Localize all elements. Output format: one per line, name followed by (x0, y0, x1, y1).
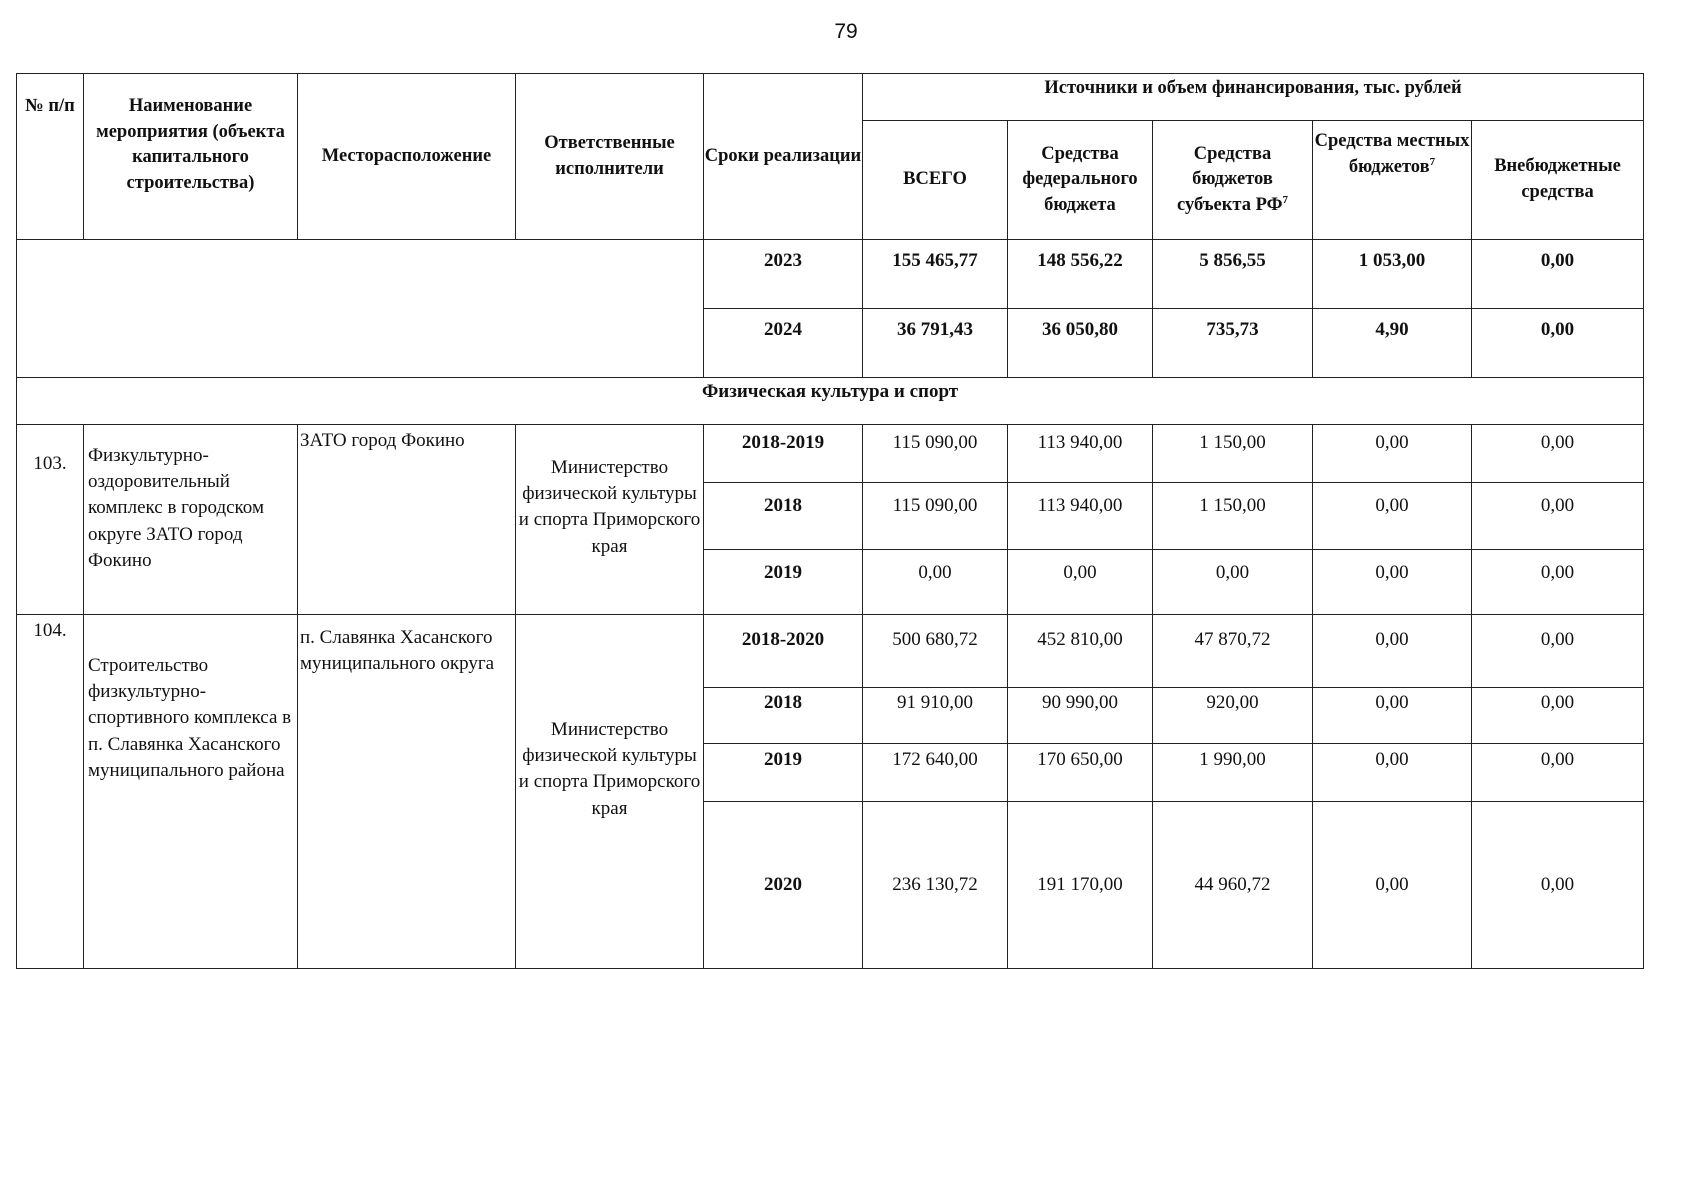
local-cell: 0,00 (1313, 550, 1472, 615)
footnote-mark: 7 (1282, 193, 1288, 206)
extra-cell: 0,00 (1472, 309, 1644, 378)
federal-cell: 452 810,00 (1008, 615, 1153, 688)
extra-cell: 0,00 (1472, 688, 1644, 744)
extra-cell: 0,00 (1472, 425, 1644, 483)
local-cell: 0,00 (1313, 688, 1472, 744)
col-header-federal: Средства федерального бюджета (1008, 121, 1153, 240)
total-cell: 500 680,72 (863, 615, 1008, 688)
regional-cell: 1 150,00 (1153, 425, 1313, 483)
total-cell: 115 090,00 (863, 483, 1008, 550)
empty-merged-cell (17, 240, 704, 378)
item-name: Строительство физкультурно-спортивного комплекса в п. Славянка Хасанского муниципального района (84, 615, 298, 969)
year-cell: 2018-2019 (704, 425, 863, 483)
local-cell: 0,00 (1313, 802, 1472, 969)
federal-cell: 170 650,00 (1008, 744, 1153, 802)
col-header-name: Наименование мероприятия (объекта капитального строительства) (84, 74, 298, 240)
total-cell: 0,00 (863, 550, 1008, 615)
federal-cell: 113 940,00 (1008, 425, 1153, 483)
total-cell: 36 791,43 (863, 309, 1008, 378)
total-cell: 115 090,00 (863, 425, 1008, 483)
regional-cell: 1 150,00 (1153, 483, 1313, 550)
year-cell: 2018 (704, 483, 863, 550)
federal-cell: 148 556,22 (1008, 240, 1153, 309)
year-cell: 2024 (704, 309, 863, 378)
col-header-regional: Средства бюджетов субъекта $РФ^7$ (1153, 121, 1313, 240)
regional-cell: 5 856,55 (1153, 240, 1313, 309)
regional-cell: 735,73 (1153, 309, 1313, 378)
item-name: Физкультурно-оздоровительный комплекс в городском округе ЗАТО город Фокино (84, 425, 298, 615)
page-number: 79 (834, 20, 858, 43)
local-cell: 0,00 (1313, 744, 1472, 802)
year-cell: 2020 (704, 802, 863, 969)
table-row (17, 615, 1644, 688)
local-cell: 0,00 (1313, 483, 1472, 550)
extra-cell: 0,00 (1472, 240, 1644, 309)
col-header-financing-group: Источники и объем финансирования, тыс. рублей (863, 74, 1644, 121)
total-cell: 172 640,00 (863, 744, 1008, 802)
item-responsible: Министерство физической культуры и спорта Приморского края (516, 615, 704, 969)
col-header-period: Сроки реализации (704, 74, 863, 240)
extra-cell: 0,00 (1472, 615, 1644, 688)
item-location: ЗАТО город Фокино (298, 425, 516, 615)
col-header-local: Средства местных бюджетов$^7$ (1313, 121, 1472, 240)
col-header-num: № п/п (17, 74, 84, 240)
local-cell: 0,00 (1313, 425, 1472, 483)
federal-cell: 191 170,00 (1008, 802, 1153, 969)
total-cell: 155 465,77 (863, 240, 1008, 309)
regional-cell: 44 960,72 (1153, 802, 1313, 969)
federal-cell: 113 940,00 (1008, 483, 1153, 550)
regional-cell: 47 870,72 (1153, 615, 1313, 688)
regional-cell: 0,00 (1153, 550, 1313, 615)
item-location: п. Славянка Хасанского муниципального округа (298, 615, 516, 969)
table-row (17, 240, 1644, 309)
regional-cell: 1 990,00 (1153, 744, 1313, 802)
local-cell: 4,90 (1313, 309, 1472, 378)
extra-cell: 0,00 (1472, 483, 1644, 550)
federal-cell: 90 990,00 (1008, 688, 1153, 744)
total-cell: 236 130,72 (863, 802, 1008, 969)
section-row (17, 378, 1644, 425)
item-responsible: Министерство физической культуры и спорта Приморского края (516, 425, 704, 615)
col-header-location: Месторасположение (298, 74, 516, 240)
year-cell: 2018 (704, 688, 863, 744)
regional-cell: 920,00 (1153, 688, 1313, 744)
local-cell: 0,00 (1313, 615, 1472, 688)
col-header-responsible: Ответственные исполнители (516, 74, 704, 240)
footnote-mark: 7 (1429, 155, 1436, 168)
financing-table (16, 73, 1644, 969)
year-cell: 2018-2020 (704, 615, 863, 688)
extra-cell: 0,00 (1472, 802, 1644, 969)
total-cell: 91 910,00 (863, 688, 1008, 744)
col-header-extra: Внебюджетные средства (1472, 121, 1644, 240)
section-title: Физическая культура и спорт (17, 378, 1644, 425)
federal-cell: 36 050,80 (1008, 309, 1153, 378)
local-cell: 1 053,00 (1313, 240, 1472, 309)
table-row (17, 425, 1644, 483)
item-number: 104. (17, 615, 84, 969)
extra-cell: 0,00 (1472, 744, 1644, 802)
extra-cell: 0,00 (1472, 550, 1644, 615)
item-number: 103. (17, 425, 84, 615)
col-header-total: ВСЕГО (863, 121, 1008, 240)
federal-cell: 0,00 (1008, 550, 1153, 615)
year-cell: 2019 (704, 550, 863, 615)
year-cell: 2019 (704, 744, 863, 802)
header-row-1 (17, 74, 1644, 121)
year-cell: 2023 (704, 240, 863, 309)
